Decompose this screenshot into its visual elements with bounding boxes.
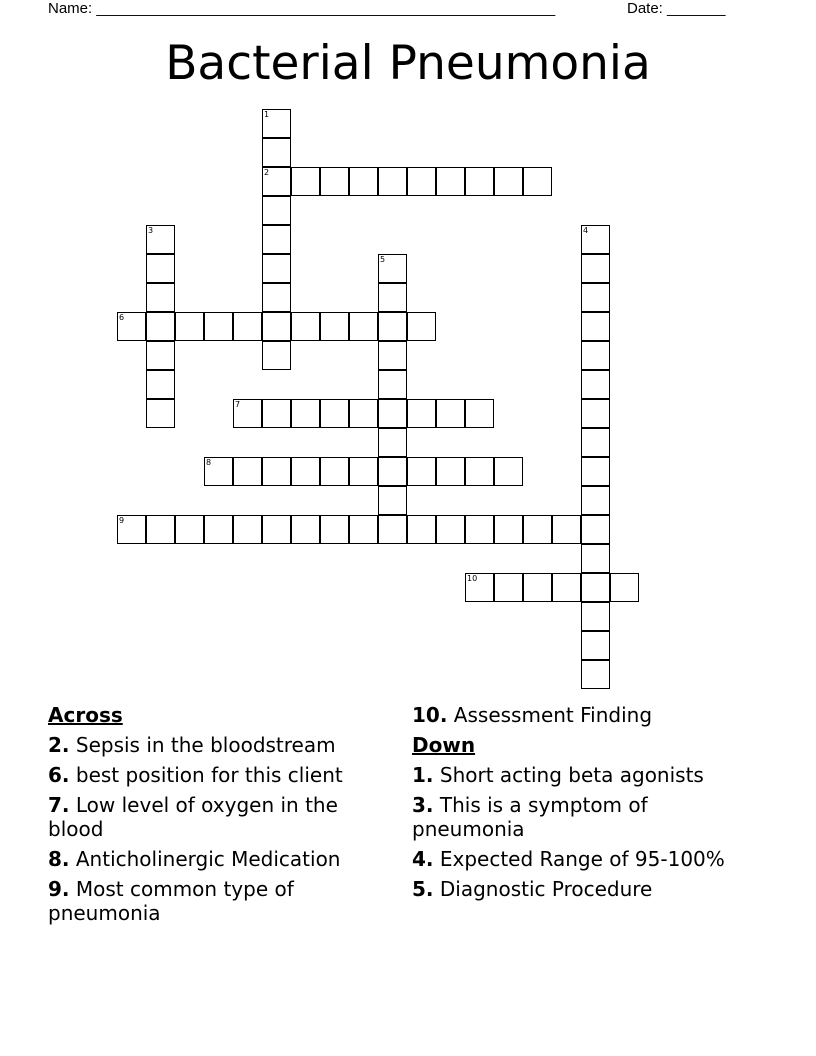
cell-number: 3 [148,226,154,235]
grid-cell[interactable] [378,486,407,515]
grid-cell[interactable] [581,283,610,312]
page-title: Bacterial Pneumonia [165,36,651,91]
cell-number: 7 [235,400,241,409]
grid-cell[interactable] [465,457,494,486]
grid-cell[interactable] [146,515,175,544]
grid-cell[interactable] [436,457,465,486]
grid-cell[interactable] [581,312,610,341]
grid-cell[interactable] [262,399,291,428]
grid-cell[interactable] [146,341,175,370]
grid-cell[interactable] [610,573,639,602]
grid-cell[interactable] [233,457,262,486]
grid-cell[interactable] [146,370,175,399]
clue-down-4 [412,847,752,871]
clue-number: 10. [412,703,448,727]
grid-cell[interactable] [349,312,378,341]
grid-cell[interactable] [494,167,523,196]
grid-cell[interactable] [262,254,291,283]
grid-cell[interactable] [523,515,552,544]
grid-cell[interactable] [378,167,407,196]
grid-cell[interactable] [465,515,494,544]
grid-cell[interactable] [407,167,436,196]
grid-cell[interactable] [349,457,378,486]
grid-cell[interactable] [581,544,610,573]
grid-cell[interactable] [204,515,233,544]
grid-cell[interactable] [146,312,175,341]
cell-number: 1 [264,110,270,119]
grid-cell[interactable] [146,399,175,428]
clue-text: Expected Range of 95-100% [439,847,725,871]
cell-number: 8 [206,458,212,467]
grid-cell[interactable] [407,399,436,428]
grid-cell[interactable] [436,399,465,428]
grid-cell[interactable] [262,312,291,341]
grid-cell[interactable] [378,283,407,312]
grid-cell[interactable] [407,312,436,341]
grid-cell[interactable] [378,515,407,544]
grid-cell[interactable] [262,515,291,544]
grid-cell[interactable] [262,457,291,486]
grid-cell[interactable] [378,341,407,370]
grid-cell[interactable] [291,312,320,341]
grid-cell[interactable] [349,399,378,428]
grid-cell[interactable] [146,283,175,312]
grid-cell[interactable] [494,457,523,486]
clue-down-3 [412,793,752,841]
clue-text: Assessment Finding [453,703,653,727]
grid-cell[interactable] [581,370,610,399]
clue-text: Diagnostic Procedure [439,877,653,901]
grid-cell[interactable] [262,225,291,254]
clue-number: 1. [412,763,434,787]
clue-down-1 [412,763,752,787]
clues-left-column [48,703,388,931]
grid-cell[interactable] [262,341,291,370]
grid-cell[interactable] [349,167,378,196]
grid-cell[interactable] [581,573,610,602]
grid-cell[interactable] [552,515,581,544]
clue-across-10 [412,703,752,727]
grid-cell[interactable] [436,515,465,544]
grid-cell[interactable] [262,283,291,312]
clue-number: 5. [412,877,434,901]
cell-number: 2 [264,168,270,177]
clue-number: 3. [412,793,434,817]
grid-cell[interactable] [581,515,610,544]
clue-across-8 [48,847,388,871]
grid-cell[interactable] [262,196,291,225]
cell-number: 10 [467,574,478,583]
grid-cell[interactable] [552,573,581,602]
grid-cell[interactable] [581,631,610,660]
grid-cell[interactable] [581,428,610,457]
cell-number: 5 [380,255,386,264]
grid-cell[interactable] [494,573,523,602]
clue-number: 9. [48,877,70,901]
grid-cell[interactable] [523,167,552,196]
grid-cell[interactable] [465,399,494,428]
clue-number: 7. [48,793,70,817]
grid-cell[interactable] [378,428,407,457]
grid-cell[interactable] [523,573,552,602]
clue-across-9 [48,877,388,925]
clue-down-5 [412,877,752,901]
clue-text: Short acting beta agonists [439,763,704,787]
date-field[interactable]: Date: _______ [627,0,726,17]
clue-text: This is a symptom of pneumonia [412,793,648,841]
grid-cell[interactable] [349,515,378,544]
clue-number: 6. [48,763,70,787]
grid-cell[interactable] [291,167,320,196]
clue-across-7 [48,793,388,841]
grid-cell[interactable] [581,602,610,631]
grid-cell[interactable] [233,312,262,341]
cell-number: 6 [119,313,125,322]
grid-cell[interactable] [320,312,349,341]
clue-text: Anticholinergic Medication [75,847,341,871]
clue-number: 2. [48,733,70,757]
grid-cell[interactable] [378,312,407,341]
clues-right-column [412,703,752,907]
grid-cell[interactable] [581,457,610,486]
grid-cell[interactable] [407,515,436,544]
clue-across-6 [48,763,388,787]
grid-cell[interactable] [320,515,349,544]
clue-text: best position for this client [75,763,343,787]
clue-text: Most common type of pneumonia [48,877,294,925]
grid-cell[interactable] [175,312,204,341]
grid-cell[interactable] [233,515,262,544]
clue-across-2 [48,733,388,757]
grid-cell[interactable] [378,370,407,399]
grid-cell[interactable] [581,399,610,428]
grid-cell[interactable] [320,167,349,196]
grid-cell[interactable] [581,486,610,515]
grid-cell[interactable] [291,515,320,544]
grid-cell[interactable] [291,457,320,486]
clue-number: 4. [412,847,434,871]
down-heading: Down [412,733,476,757]
across-heading: Across [48,703,123,727]
grid-cell[interactable] [436,167,465,196]
clue-number: 8. [48,847,70,871]
grid-cell[interactable] [146,254,175,283]
cell-number: 4 [583,226,589,235]
grid-cell[interactable] [494,515,523,544]
grid-cell[interactable] [465,167,494,196]
grid-cell[interactable] [581,341,610,370]
clue-text: Sepsis in the bloodstream [75,733,336,757]
grid-cell[interactable] [291,399,320,428]
grid-cell[interactable] [262,138,291,167]
grid-cell[interactable] [320,457,349,486]
grid-cell[interactable] [320,399,349,428]
clue-text: Low level of oxygen in the blood [48,793,338,841]
grid-cell[interactable] [175,515,204,544]
grid-cell[interactable] [378,457,407,486]
cell-number: 9 [119,516,125,525]
grid-cell[interactable] [378,399,407,428]
name-field[interactable]: Name: _______________________________________________________ [48,0,556,17]
grid-cell[interactable] [581,660,610,689]
grid-cell[interactable] [204,312,233,341]
grid-cell[interactable] [581,254,610,283]
grid-cell[interactable] [407,457,436,486]
